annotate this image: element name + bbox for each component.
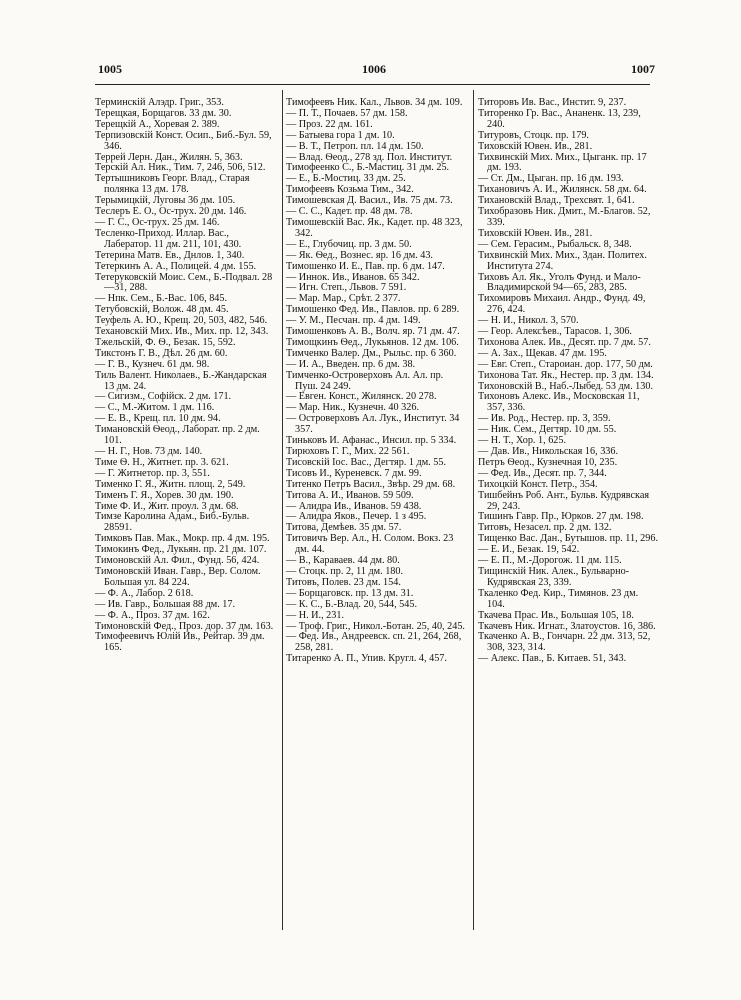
directory-entry: Титовъ, Полев. 23 дм. 154.	[286, 576, 401, 588]
directory-entry: Тимоновскій Ал. Фил., Фунд. 56, 424.	[95, 555, 260, 567]
directory-entry: Тжельскій, Ф. Ѳ., Безак. 15, 592.	[95, 336, 236, 348]
directory-entry: Тихановичъ А. И., Жилянск. 58 дм. 64.	[478, 184, 647, 196]
directory-entry: Терещкій А., Хоревая 2. 389.	[95, 118, 220, 130]
directory-entry: Ткачевъ Ник. Игнат., Златоустов. 16, 386.	[478, 620, 656, 632]
directory-entry: — Ник. Сем., Дегтяр. 10 дм. 55.	[478, 424, 617, 436]
directory-entry: — Г. Житнетор. пр. 3, 551.	[95, 467, 210, 479]
directory-entry: — Е., Глубочиц. пр. 3 дм. 50.	[286, 238, 412, 250]
directory-entry: Титаренко А. П., Упив. Кругл. 4, 457.	[286, 653, 447, 665]
directory-entry: Тимошевская Д. Васил., Ив. 75 дм. 73.	[286, 195, 453, 207]
directory-entry: Тиховскій Ювен. Ив., 281.	[478, 140, 593, 152]
directory-entry: Тимановскій Ѳеод., Лаборат. пр. 2 дм. 101.	[95, 424, 260, 447]
directory-entry: — Г. В., Кузнеч. 61 дм. 98.	[95, 358, 210, 370]
directory-entry: Тимоновскій Фед., Проз. дор. 37 дм. 163.	[95, 620, 274, 632]
directory-entry: — Алидра Ив., Иванов. 59 438.	[286, 500, 422, 512]
directory-entry: — Влад. Ѳеод., 278 зд. Пол. Институт.	[286, 151, 453, 163]
directory-entry: — Мар. Ник., Кузнечн. 40 326.	[286, 402, 419, 414]
directory-entry: Тимощкинъ Ѳед., Лукьянов. 12 дм. 106.	[286, 336, 459, 348]
directory-entry: Тимошенковъ А. В., Волч. яр. 71 дм. 47.	[286, 326, 460, 338]
directory-entry: — Е. П., М.-Дорогож. 11 дм. 115.	[478, 555, 622, 567]
directory-entry: — Г. С., Ос-трух. 25 дм. 146.	[95, 216, 220, 228]
directory-entry: — Е. И., Безак. 19, 542.	[478, 544, 580, 556]
directory-entry: — Борщаговск. пр. 13 дм. 31.	[286, 587, 414, 599]
directory-entry: Тимченко Валер. Дм., Рыльс. пр. 6 360.	[286, 347, 457, 359]
directory-entry: — У. М., Песчан. пр. 4 дм. 149.	[286, 315, 421, 327]
directory-entry: Ткачева Прас. Ив., Большая 105, 18.	[478, 609, 634, 621]
directory-entry: — Е., Б.-Мостиц. 33 дм. 25.	[286, 173, 406, 185]
directory-entry: Тихоновскій В., Наб.-Лыбед. 53 дм. 130.	[478, 380, 654, 392]
directory-entry: Тиль Валент. Николаев., Б.-Жандарская 13 дм. 24.	[95, 369, 267, 392]
directory-entry: — С. С., Кадет. пр. 48 дм. 78.	[286, 206, 413, 218]
directory-entry: — Сем. Герасим., Рыбальск. 8, 348.	[478, 238, 632, 250]
directory-entry: Титоровъ Ив. Вас., Инстит. 9, 237.	[478, 97, 627, 108]
directory-entry: Тисовъ И., Куреневск. 7 дм. 99.	[286, 467, 422, 479]
directory-entry: Титовъ, Незасел. пр. 2 дм. 132.	[478, 522, 612, 534]
directory-entry: Терминскій Алэдр. Григ., 353.	[95, 97, 224, 108]
directory-entry: Петръ Ѳеод., Кузнечная 10, 235.	[478, 456, 618, 468]
directory-entry: — Островерховъ Ал. Лук., Институт. 34 357.	[286, 413, 460, 436]
directory-entry: — К. С., Б.-Влад. 20, 544, 545.	[286, 598, 418, 610]
directory-entry: — Н. И., 231.	[286, 609, 345, 621]
directory-entry: — Ф. А., Лабор. 2 618.	[95, 587, 194, 599]
directory-entry: — Проз. 22 дм. 161.	[286, 118, 373, 130]
directory-entry: Титовичъ Вер. Ал., Н. Солом. Вокз. 23 дм. 44.	[286, 533, 454, 556]
directory-entry: — Фед. Ив., Десят. пр. 7, 344.	[478, 467, 607, 479]
directory-entry: Террей Лерн. Дан., Жилян. 5, 363.	[95, 151, 243, 163]
directory-entry: — Евг. Степ., Староиан. дор. 177, 50 дм.	[478, 358, 653, 370]
directory-entry: — Е. В., Крещ. пл. 10 дм. 94.	[95, 413, 221, 425]
directory-entry: Тименко Г. Я., Житн. площ. 2, 549.	[95, 478, 246, 490]
directory-entry: — Стоцк. пр. 2, 11 дм. 180.	[286, 565, 404, 577]
directory-entry: Тиховъ Ал. Як., Уголъ Фунд. и Мало-Владимирской 94—65, 283, 285.	[478, 271, 641, 294]
column-2	[286, 98, 466, 665]
directory-entry: — Н. И., Никол. 3, 570.	[478, 315, 579, 327]
directory-entry: — Иннок. Ив., Иванов. 65 342.	[286, 271, 420, 283]
directory-entry: Титенко Петръ Васил., Звѣр. 29 дм. 68.	[286, 478, 456, 490]
directory-entry: — Мар. Мар., Срѣт. 2 377.	[286, 293, 401, 305]
directory-entry: Тимошенко И. Е., Пав. пр. 6 дм. 147.	[286, 260, 445, 272]
directory-entry: Тимокинъ Фед., Лукьян. пр. 21 дм. 107.	[95, 544, 267, 556]
directory-entry: — Ст. Дм., Цыган. пр. 16 дм. 193.	[478, 173, 624, 185]
directory-entry: Тищинскій Ник. Алек., Бульварно-Кудрявская 23, 339.	[478, 565, 630, 588]
directory-entry: Титова А. И., Иванов. 59 509.	[286, 489, 414, 501]
directory-entry: Тихомировъ Михаил. Андр., Фунд. 49, 276, 424.	[478, 293, 646, 316]
directory-entry: — Ф. А., Проз. 37 дм. 162.	[95, 609, 210, 621]
directory-entry: Тетеркинъ А. А., Полицей. 4 дм. 155.	[95, 260, 257, 272]
directory-entry: — Троф. Григ., Никол.-Ботан. 25, 40, 245.	[286, 620, 465, 632]
directory-entry: Тихвинскій Мих. Мих., Цыганк. пр. 17 дм. 193.	[478, 151, 647, 174]
directory-entry: Терещкая, Борщагов. 33 дм. 30.	[95, 107, 232, 119]
directory-entry: Тиховскій Ювен. Ив., 281.	[478, 227, 593, 239]
directory-entry: — Ив. Род., Нестер. пр. 3, 359.	[478, 413, 611, 425]
directory-entry: Тищенко Вас. Дан., Бутышов. пр. 11, 296.	[478, 533, 659, 545]
directory-entry: — Фед. Ив., Андреевск. сп. 21, 264, 268, 258, 281.	[286, 631, 462, 654]
directory-entry: Тихонова Тат. Як., Нестер. пр. 3 дм. 134.	[478, 369, 654, 381]
directory-entry: Тиме Ф. И., Жит. проул. 3 дм. 68.	[95, 500, 239, 512]
directory-entry: Тимофеевъ Козьма Тим., 342.	[286, 184, 414, 196]
directory-entry: — Алидра Яков., Печер. 1 з 495.	[286, 511, 427, 523]
column-3	[478, 98, 658, 665]
page-number-right: 1007	[631, 62, 655, 76]
page-number-left: 1005	[98, 62, 122, 76]
directory-entry: Тимковъ Пав. Мак., Мокр. пр. 4 дм. 195.	[95, 533, 270, 545]
directory-entry: Тишбейнъ Роб. Ант., Бульв. Кудрявская 29, 243.	[478, 489, 650, 512]
directory-entry: Тирюховъ Г. Г., Мих. 22 561.	[286, 446, 410, 457]
directory-entry: Титоренко Гр. Вас., Ананенк. 13, 239, 240.	[478, 107, 641, 130]
directory-entry: Тисовскій Іос. Вас., Дегтяр. 1 дм. 55.	[286, 456, 446, 468]
directory-entry: — С., М.-Житом. 1 дм. 116.	[95, 402, 215, 414]
directory-entry: Тименъ Г. Я., Хорев. 30 дм. 190.	[95, 489, 234, 501]
directory-entry: Тихановскій Влад., Трехсвят. 1, 641.	[478, 195, 635, 207]
page-number-center: 1006	[362, 62, 386, 76]
directory-entry: — Дав. Ив., Никольская 16, 336.	[478, 446, 619, 457]
column-1	[95, 98, 275, 654]
directory-entry: Тимоновскій Иван. Гавр., Вер. Солом. Большая ул. 84 224.	[95, 565, 261, 588]
directory-entry: Тихоцкій Конст. Петр., 354.	[478, 478, 598, 490]
directory-entry: Теслеръ Е. О., Ос-трух. 20 дм. 146.	[95, 206, 247, 218]
directory-entry: — Алекс. Пав., Б. Китаев. 51, 343.	[478, 653, 627, 665]
directory-entry: Титуровъ, Стоцк. пр. 179.	[478, 129, 589, 141]
directory-entry: Тихвинскій Мих. Мих., Здан. Политех. Института 274.	[478, 249, 647, 272]
directory-entry: Тетубовскій, Волож. 48 дм. 45.	[95, 304, 229, 316]
directory-entry: Тимошенко Фед. Ив., Павлов. пр. 6 289.	[286, 304, 460, 316]
directory-entry: Тимофеевъ Ник. Кал., Львов. 34 дм. 109.	[286, 97, 463, 108]
directory-entry: Тетеруковскій Моис. Сем., Б.-Подвал. 28—31, 288.	[95, 271, 273, 294]
directory-entry: — Евген. Конст., Жилянск. 20 278.	[286, 391, 437, 403]
directory-entry: — Н. Г., Нов. 73 дм. 140.	[95, 446, 203, 457]
directory-entry: Терскій Ал. Ник., Тим. 7, 246, 506, 512.	[95, 162, 266, 174]
directory-entry: Тимофеевичъ Юлій Ив., Рейтар. 39 дм. 165.	[95, 631, 265, 654]
directory-entry: — Ив. Гавр., Большая 88 дм. 17.	[95, 598, 236, 610]
directory-entry: Тиньковъ И. Афанас., Инсил. пр. 5 334.	[286, 435, 457, 447]
directory-entry: Терпизовскій Конст. Осип., Биб.-Бул. 59, 346.	[95, 129, 272, 152]
directory-entry: Тимофеенко С., Б.-Мастиц. 31 дм. 25.	[286, 162, 450, 174]
directory-entry: Тимченко-Островерховъ Ал. Ал. пр. Пуш. 24 249.	[286, 369, 444, 392]
directory-entry: Теуфель А. Ю., Крещ. 20, 503, 482, 546.	[95, 315, 268, 327]
header-rule	[95, 84, 650, 85]
directory-entry: Титова, Демѣев. 35 дм. 57.	[286, 522, 402, 534]
directory-entry: Ткаленко Фед. Кир., Тимянов. 23 дм. 104.	[478, 587, 639, 610]
directory-entry: Тихобразовъ Ник. Дмит., М.-Благов. 52, 339.	[478, 206, 651, 228]
directory-entry: — Як. Ѳед., Вознес. яр. 16 дм. 43.	[286, 249, 433, 261]
directory-entry: — П. Т., Почаев. 57 дм. 158.	[286, 107, 408, 119]
directory-entry: — В. Т., Петроп. пл. 14 дм. 150.	[286, 140, 424, 152]
directory-entry: — И. А., Введен. пр. 6 дм. 38.	[286, 358, 416, 370]
directory-entry: — Геор. Алексѣев., Тарасов. 1, 306.	[478, 326, 632, 338]
directory-entry: Тесленко-Приход. Иллар. Вас., Лабератор. 11 дм. 211, 101, 430.	[95, 227, 242, 250]
directory-entry: Ткаченко А. В., Гончарн. 22 дм. 313, 52, 308, 323, 314.	[478, 631, 651, 654]
directory-entry: Тимошевскій Вас. Як., Кадет. пр. 48 323, 342.	[286, 216, 463, 239]
directory-entry: Тиме Ѳ. Н., Житнет. пр. 3. 621.	[95, 456, 229, 468]
directory-entry: Тетерина Матв. Ев., Днлов. 1, 340.	[95, 249, 245, 261]
directory-entry: — Батыева гора 1 дм. 10.	[286, 129, 395, 141]
directory-entry: Тимзе Каролина Адам., Биб.-Бульв. 28591.	[95, 511, 250, 534]
directory-entry: Тишинъ Гавр. Пр., Юрков. 27 дм. 198.	[478, 511, 644, 523]
directory-entry: Терымицкій, Луговы 36 дм. 105.	[95, 195, 236, 207]
column-separator	[282, 90, 283, 930]
directory-entry: — Сигизм., Софійск. 2 дм. 171.	[95, 391, 232, 403]
directory-entry: — Н. Т., Хор. 1, 625.	[478, 435, 567, 447]
directory-entry: Техановскій Мих. Ив., Мих. пр. 12, 343.	[95, 326, 269, 338]
directory-entry: Тихонова Алек. Ив., Десят. пр. 7 дм. 57.	[478, 336, 651, 348]
directory-entry: Тихоновъ Алекс. Ив., Московская 11, 357, 336.	[478, 391, 640, 414]
directory-entry: — Нпк. Сем., Б.-Вас. 106, 845.	[95, 293, 228, 305]
directory-entry: Тертышниковъ Георг. Влад., Старая полянка 13 дм. 178.	[95, 173, 250, 196]
column-separator	[473, 90, 474, 930]
directory-entry: — В., Караваев. 44 дм. 80.	[286, 555, 400, 567]
directory-entry: — А. Зах., Щекав. 47 дм. 195.	[478, 347, 607, 359]
directory-entry: — Игн. Степ., Львов. 7 591.	[286, 282, 407, 294]
directory-entry: Тикстонъ Г. В., Дѣл. 26 дм. 60.	[95, 347, 228, 359]
